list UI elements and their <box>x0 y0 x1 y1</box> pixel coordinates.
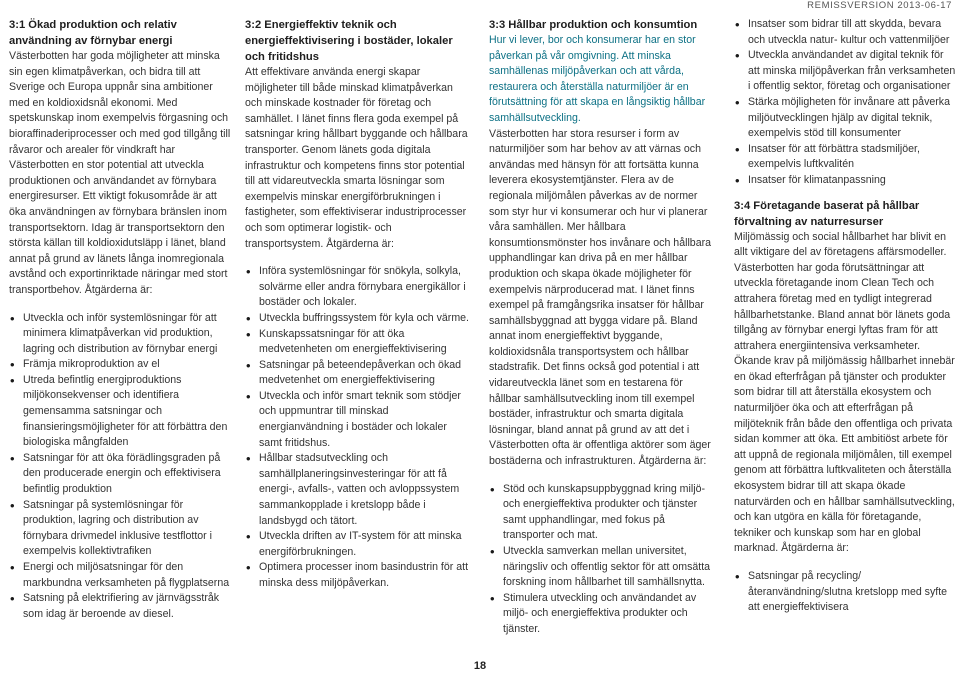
list-item: • Kunskapssatsningar för att öka medvetenheten om energieffektivisering <box>259 327 469 358</box>
list-item: • Utveckla samverkan mellan universitet, näringsliv och offentlig sektor för att omsätta forskning inom hållbarhet till samhällsnytta. <box>503 544 713 591</box>
section-heading-3-2: 3:2 Energieffektiv teknik och energieffektivisering i bostäder, lokaler och fritidshus <box>245 19 453 63</box>
list-item: • Stöd och kunskapsuppbyggnad kring miljö- och energieffektiva produkter och tjänster samt upphandlingar, med fokus på transporter och mat. <box>503 482 713 544</box>
list-item: • Hållbar stadsutveckling och samhällplaneringsinvesteringar för att få energi-, avfalls-, vatten och avloppssystem sammankopplade i kretslopp både i landsbygd och tätort. <box>259 451 469 529</box>
section-body-3-1: Västerbotten har goda möjligheter att minska sin egen klimatpåverkan, och bidra till att Sverige och Europa uppnår sina ambitioner med en koldioxidsnål ekonomi. Med spetskunskap inom exempelvis förgasning och bioraffinaderiprocesser och med god tillgång till råvaror och arealer för vindkraft har Västerbotten en stor potential att utveckla produktionen och användandet av förnybara energiresurser. Ett viktigt fokusområde är att öka användningen av förnybara bränslen inom transportsektorn. Idag är transportsektorn den största källan till koldioxidutsläpp i länet, bland annat på grund av länets långa inomregionala avstånd och exportinriktade näringar med stort transportbehov. Åtgärderna är: <box>9 50 231 296</box>
list-item: • Införa systemlösningar för snökyla, solkyla, solvärme eller andra förnybara energikällor i bostäder och lokaler. <box>259 264 469 311</box>
column-2 <box>245 17 469 592</box>
list-item: • Stärka möjligheten för invånare att påverka miljöutvecklingen hjälp av digital teknik, exempelvis stöd till konsumenter <box>748 95 958 142</box>
section-heading-3-4: 3:4 Företagande baserat på hållbar förvaltning av naturresurser <box>734 199 920 228</box>
list-item: • Utveckla buffringssystem för kyla och värme. <box>259 311 469 327</box>
list-item: • Utveckla och inför systemlösningar för att minimera klimatpåverkan vid produktion, lagring och distribution av förnybar energi <box>23 311 233 358</box>
section-body-3-3: Västerbotten har stora resurser i form av naturmiljöer som har behov av att värnas och användas med hänsyn för att fortsätta kunna leverera ekosystemtjänster. Flera av de regionala miljömålen påverkas av de normer som styr hur vi konsumerar och hur vi planerar våra samhällen. Mer hållbara konsumtionsmönster hos invånare och hållbara upphandlingar kan driva på en mer hållbar produktion och skapa ökade möjligheter för exempelvis närproducerad mat. I länet finns exempel på framgångsrika insatser för hållbar samhällsbyggnad att bygga vidare på. Bland annat inom energieffektivt byggande, koldioxidsnåla transportsystem och hållbar stadstrafik. Det finns också god potential i att vidareutveckla länet som en testarena för hållbar samhällsutveckling inom till exempel bostäder, infrastruktur och smarta digitala lösningar, bland annat på grund av att det i Västerbotten ofta är offentliga aktörer som äger bostäderna och infrastrukturen. Åtgärderna är: <box>489 127 712 468</box>
bullet-list-3-1 <box>9 311 233 623</box>
list-item: • Utveckla användandet av digital teknik för att minska miljöpåverkan från verksamheten i offentlig sektor, företag och organisationer <box>748 48 958 95</box>
section-heading-3-3: 3:3 Hållbar produktion och konsumtion <box>489 19 698 31</box>
section-body-3-2: Att effektivare använda energi skapar möjligheter till både minskad klimatpåverkan och minskade kostnader för företag och samhället. I länet finns flera goda exempel på satsningar kring hållbart byggande och hållbara transporter. Genom länets goda digitala infrastruktur och kompetens finns stor potential till att vidareutveckla smarta lösningar som exempelvis minskar energiförbrukningen i fastigheter, som effektiviserar industriprocesser och som optimerar logistik- och transportsystem. Åtgärderna är: <box>245 66 468 250</box>
section-body-3-4: Miljömässig och social hållbarhet har blivit en allt viktigare del av företagens affärsmodeller. Västerbotten har goda förutsättningar att utveckla företagande inom Clean Tech och attrahera företag med en tydligt integrerad hållbarhetstanke. Bland annat bör länets goda tillgång av förnybar energi lyftas fram för att attrahera energiintensiva verksamheter. Ökande krav på miljömässig hållbarhet innebär en ökad efterfrågan på tjänster och produkter som bidrar till att återställa ekosystem och naturmiljöer öka och att efterfrågan på miljöteknik från både den offentliga och privata sidan kommer att öka. Ett ambitiöst arbete för att uppnå de regionala miljömålen, till exempel genom att förbättra luftkvaliteten och återställa ekosystem bidrar till att skapa ökade naturvärden och en hållbar samhällsutveckling, och kan utgöra en källa för företagande, tekniker och kunskap som har en global marknad. Åtgärderna är: <box>734 230 955 555</box>
list-item: • Satsningar på recycling/återanvändning/slutna kretslopp med syfte att energieffektivisera <box>748 569 958 616</box>
bullet-list-3-3-continued <box>734 17 958 189</box>
section-intro-3-3: Hur vi lever, bor och konsumerar har en stor påverkan på vår omgivning. Att minska samhällenas miljöpåverkan och att vårda, restaurera och återställa naturmiljöer är en förutsättning för att skapa en långsiktig hållbar samhällsutveckling. <box>489 34 706 124</box>
list-item: • Insatser för att förbättra stadsmiljöer, exempelvis luftkvalitén <box>748 142 958 173</box>
list-item: • Utveckla driften av IT-system för att minska energiförbrukningen. <box>259 529 469 560</box>
list-item: • Stimulera utveckling och användandet av miljö- och energieffektiva produkter och tjänster. <box>503 591 713 638</box>
column-1 <box>9 17 233 622</box>
bullet-list-3-4 <box>734 569 958 616</box>
list-item: • Satsning på elektrifiering av järnvägsstråk som idag är beroende av diesel. <box>23 591 233 622</box>
column-3 <box>489 17 713 638</box>
list-item: • Utreda befintlig energiproduktions miljökonsekvenser och identifiera gemensamma satsningar och finansieringsmöjligheter för att förbättra den biologiska mångfalden <box>23 373 233 451</box>
list-item: • Satsningar på systemlösningar för produktion, lagring och distribution av förnybara drivmedel inklusive testflottor i exempelvis kollektivtrafiken <box>23 498 233 560</box>
list-item: • Främja mikroproduktion av el <box>23 357 233 373</box>
bullet-list-3-2 <box>245 264 469 591</box>
bullet-list-3-3 <box>489 482 713 638</box>
list-item: • Optimera processer inom basindustrin för att minska dess miljöpåverkan. <box>259 560 469 591</box>
list-item: • Satsningar på beteendepåverkan och ökad medvetenhet om energieffektivisering <box>259 358 469 389</box>
list-item: • Satsningar för att öka förädlingsgraden på den producerade energin och effektivisera befintlig produktion <box>23 451 233 498</box>
column-4 <box>734 17 958 616</box>
section-heading-3-1: 3:1 Ökad produktion och relativ användning av förnybar energi <box>9 19 177 47</box>
page-number: 18 <box>473 660 487 672</box>
document-header-label: REMISSVERSION 2013-06-17 <box>807 0 952 11</box>
list-item: • Insatser för klimatanpassning <box>748 173 958 189</box>
list-item: • Utveckla och inför smart teknik som stödjer och uppmuntrar till minskad energianvändning i bostäder och lokaler samt fritidshus. <box>259 389 469 451</box>
list-item: • Energi och miljösatsningar för den markbundna verksamheten på flygplatserna <box>23 560 233 591</box>
list-item: • Insatser som bidrar till att skydda, bevara och utveckla natur- kultur och vattenmiljöer <box>748 17 958 48</box>
